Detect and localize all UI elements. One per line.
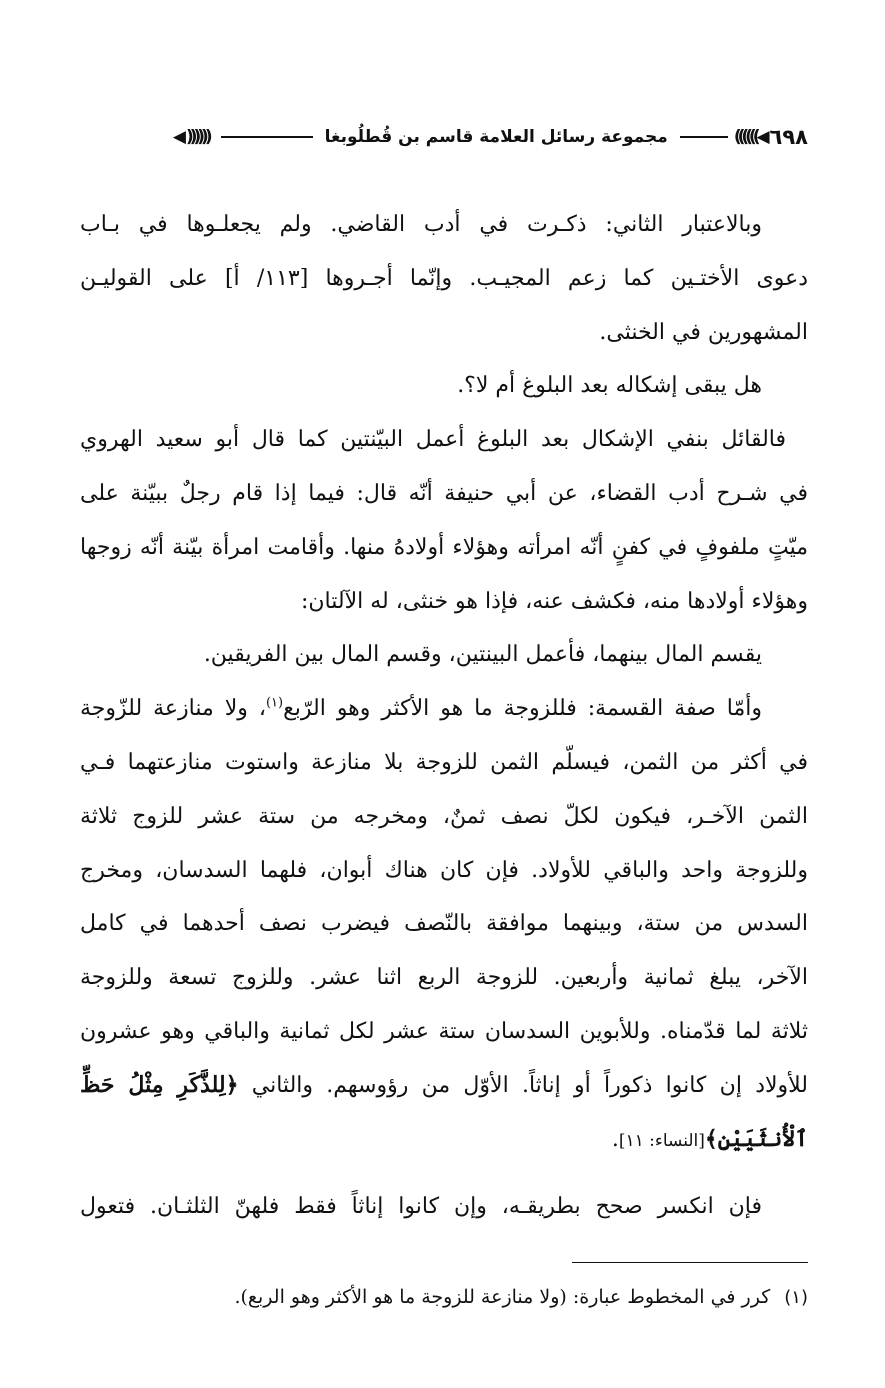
text-line: ميّتٍ ملفوفٍ في كفنٍ أنّه امرأته وهؤلاء أولادهُ منها. وأقامت امرأة بيّنة أنّه زوجها <box>80 534 808 560</box>
text-line: وهؤلاء أولادها منه، فكشف عنه، فإذا هو خنثى، له الآلتان: <box>300 588 808 614</box>
text-line: فالقائل بنفي الإشكال بعد البلوغ أعمل البيّنتين كما قال أبو سعيد الهروي <box>80 427 786 453</box>
header-ornament-tail: ◀ <box>172 127 182 147</box>
paragraph <box>80 413 808 628</box>
text-segment: ، ولا منازعة للزّوجة <box>80 696 266 722</box>
footnote-marker[interactable]: (١) <box>265 695 284 711</box>
text-line: في أكثر من الثمن، فيسلّم الثمن للزوجة بلا منازعة واستوت منازعتهما فـي <box>80 749 808 775</box>
text-line: في شـرح أدب القضاء، عن أبي حنيفة أنّه قال: فيما إذا قام رجلٌ ببيّنة على <box>80 480 808 506</box>
text-segment: . <box>611 1126 619 1152</box>
text-line: السدس من ستة، وبينهما موافقة بالنّصف فيضرب نصف أحدهما في كامل <box>80 911 808 937</box>
text-line <box>80 1059 808 1113</box>
header-rule-right <box>680 136 728 138</box>
text-line: يقسم المال بينهما، فأعمل البينتين، وقسم المال بين الفريقين. <box>203 642 762 668</box>
footnote-number: (١) <box>784 1287 808 1308</box>
text-segment: للأولاد إن كانوا ذكوراً أو إناثاً. الأوّل من رؤوسهم. والثاني <box>251 1072 809 1098</box>
header-ornament-left: (((((( <box>185 127 209 147</box>
quran-verse-end: ٱلْأُنثَيَيْنِ﴾ <box>704 1125 808 1152</box>
footnote <box>80 1282 808 1313</box>
main-text <box>80 198 808 1234</box>
running-header <box>80 122 808 152</box>
book-title: مجموعة رسائل العلامة قاسم بن قُطلُوبغا <box>324 127 668 147</box>
text-line: ثلاثة لما قدّمناه. وللأبوين السدسان ستة عشر لكل ثمانية والباقي وهو عشرون <box>80 1018 808 1044</box>
text-line: فإن انكسر صحح بطريقـه، وإن كانوا إناثاً فقط فلهنّ الثلثـان. فتعول <box>80 1194 762 1220</box>
header-ornament-right: ◀)))))) <box>733 127 766 147</box>
paragraph <box>80 682 808 1168</box>
text-line: دعوى الأختـين كما زعم المجيـب. وإنّما أجـروها [١١٣/ أ] على القوليـن <box>80 265 808 291</box>
header-rule-left <box>221 136 313 138</box>
paragraph <box>80 1180 808 1234</box>
text-line: الآخر، يبلغ ثمانية وأربعين. للزوجة الربع اثنا عشر. وللزوج تسعة وللزوجة <box>80 965 808 991</box>
page-number: ٦٩٨ <box>769 125 808 149</box>
quran-verse: ﴿لِلذَّكَرِ مِثْلُ حَظِّ <box>80 1071 239 1098</box>
paragraph <box>80 359 808 413</box>
footnote-text: كرر في المخطوط عبارة: (ولا منازعة للزوجة ما هو الأكثر وهو الربع). <box>234 1286 771 1308</box>
text-line: الثمن الآخـر، فيكون لكلّ نصف ثمنٌ، ومخرجه من ستة عشر للزوج ثلاثة <box>80 803 808 829</box>
text-line: وبالاعتبار الثاني: ذكـرت في أدب القاضي. ولم يجعلـوها في بـاب <box>80 212 762 237</box>
footnote-divider <box>572 1262 808 1263</box>
text-line <box>80 1113 808 1169</box>
verse-reference: [النساء: ١١] <box>618 1130 705 1151</box>
paragraph <box>80 628 808 682</box>
paragraph <box>80 198 808 359</box>
text-segment: وأمّا صفة القسمة: فللزوجة ما هو الأكثر وهو الرّبع <box>283 696 762 722</box>
text-line: المشهورين في الخنثى. <box>599 319 808 345</box>
text-line: وللزوجة واحد والباقي للأولاد. فإن كان هناك أبوان، فلهما السدسان، ومخرج <box>80 857 808 883</box>
section-question: هل يبقى إشكاله بعد البلوغ أم لا؟. <box>457 373 762 399</box>
text-line <box>80 682 808 736</box>
